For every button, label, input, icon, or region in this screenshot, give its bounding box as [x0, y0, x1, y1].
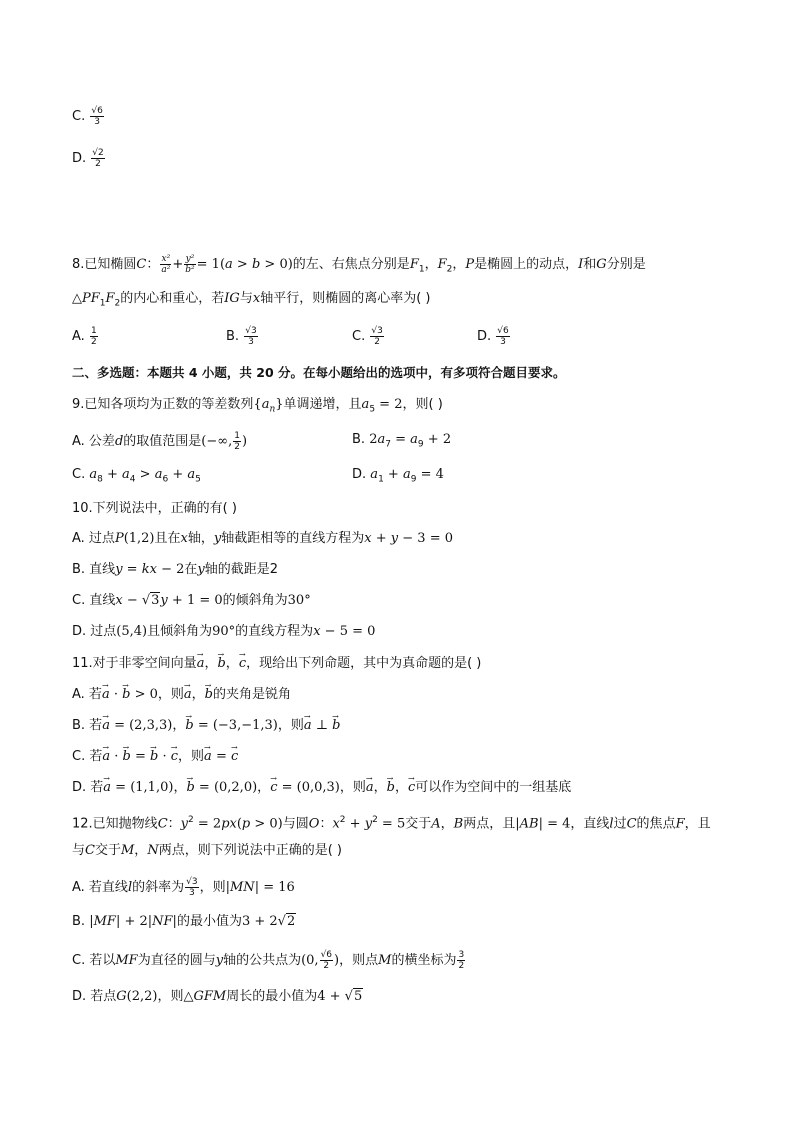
q7-option-d[interactable]	[72, 148, 106, 169]
q9-stem: 9.已知各项均为正数的等差数列$\{a_n\}$单调递增，且$a_5 = 2$，则( )	[72, 397, 443, 415]
q12-stem-line1: 12.已知抛物线C：$y^2 = 2px(p > 0)$与圆O：$x^2 + y^2 = 5$交于A，B两点，且|AB| = 4，直线l过C的焦点F，且	[72, 815, 711, 832]
q8-option-b[interactable]: B. $\frac{√3}{3}$	[226, 326, 257, 347]
q8-stem-line1: 8.已知椭圆C： $\frac{\text{x²}}{\text{a²}}$ + $\frac{\text{y²}}{\text{b²}}$ = 1(a > b > 0)的左、右焦点分别是$F_1$，$F_2$，P是椭圆上的动点，I和G分别是	[72, 254, 646, 275]
q9-option-c[interactable]: C. $a_8 + a_4 > a_6 + a_5$	[72, 467, 201, 485]
q10-stem: 10.下列说法中，正确的有( )	[72, 501, 237, 516]
q12-option-c[interactable]: C. 若以MF为直径的圆与y轴的公共点为(0, $\frac{√6}{2}$ )，则点M的横坐标为 $\frac{3}{2}$	[72, 950, 465, 971]
q10-option-b[interactable]: B. 直线y = kx − 2在y轴的截距是2	[72, 562, 279, 577]
q12-option-b[interactable]: B. |MF| + 2|NF|的最小值为3 + 2√2	[72, 914, 296, 929]
fraction: $\frac{√2}{2}$	[92, 148, 104, 169]
section-heading: 二、多选题：本题共 4 小题，共 20 分。在每小题给出的选项中，有多项符合题目要求。	[72, 365, 566, 380]
q10-option-d[interactable]: D. 过点(5,4)且倾斜角为90°的直线方程为x − 5 = 0	[72, 624, 376, 639]
q8-option-c[interactable]: C. $\frac{√3}{2}$	[352, 326, 383, 347]
q11-option-c[interactable]: C. 若→ a · → b = → b · → c，则→ a = → c	[72, 748, 238, 766]
q8-option-d[interactable]: D. $\frac{√6}{3}$	[477, 326, 509, 347]
q11-stem: 11.对于非零空间向量→ a，→ b，→ c，现给出下列命题，其中为真命题的是( )	[72, 655, 481, 673]
q12-stem-line2: 与C交于M，N两点，则下列说法中正确的是( )	[72, 843, 342, 858]
q10-option-a[interactable]: A. 过点P(1,2)且在x轴，y轴截距相等的直线方程为x + y − 3 = 0	[72, 531, 453, 546]
fraction: $\frac{√6}{3}$	[91, 106, 103, 127]
q9-option-a[interactable]: A. 公差d的取值范围是(−∞, $\frac{1}{2}$ )	[72, 431, 248, 452]
q12-option-a[interactable]: A. 若直线l的斜率为 $\frac{√3}{3}$ ，则|MN| = 16	[72, 877, 295, 898]
q11-option-a[interactable]: A. 若→ a · → b > 0，则→ a，→ b的夹角是锐角	[72, 686, 291, 704]
q11-option-b[interactable]: B. 若→ a = (2,3,3)，→ b = (−3,−1,3)，则→ a ⊥ → b	[72, 717, 340, 735]
option-label: D.	[72, 151, 87, 166]
q10-option-c[interactable]: C. 直线x − √3y + 1 = 0的倾斜角为30°	[72, 593, 311, 608]
q11-option-d[interactable]: D. 若→ a = (1,1,0)，→ b = (0,2,0)，→ c = (0,0,3)，则→ a，→ b，→ c可以作为空间中的一组基底	[72, 779, 571, 797]
q9-option-d[interactable]: D. $a_1 + a_9 = 4$	[352, 467, 444, 485]
q8-option-a[interactable]: A. $\frac{1}{2}$	[72, 326, 97, 347]
q7-option-c[interactable]	[72, 106, 105, 127]
option-label: C.	[72, 109, 86, 124]
q12-option-d[interactable]: D. 若点G(2,2)，则△GFM周长的最小值为4 + √5	[72, 989, 363, 1004]
q9-option-b[interactable]: B. $2a_7 = a_9 + 2$	[352, 432, 452, 450]
q8-stem-line2: $\triangle PF_1F_2$的内心和重心，若IG与x轴平行，则椭圆的离心率为( )	[72, 291, 431, 309]
